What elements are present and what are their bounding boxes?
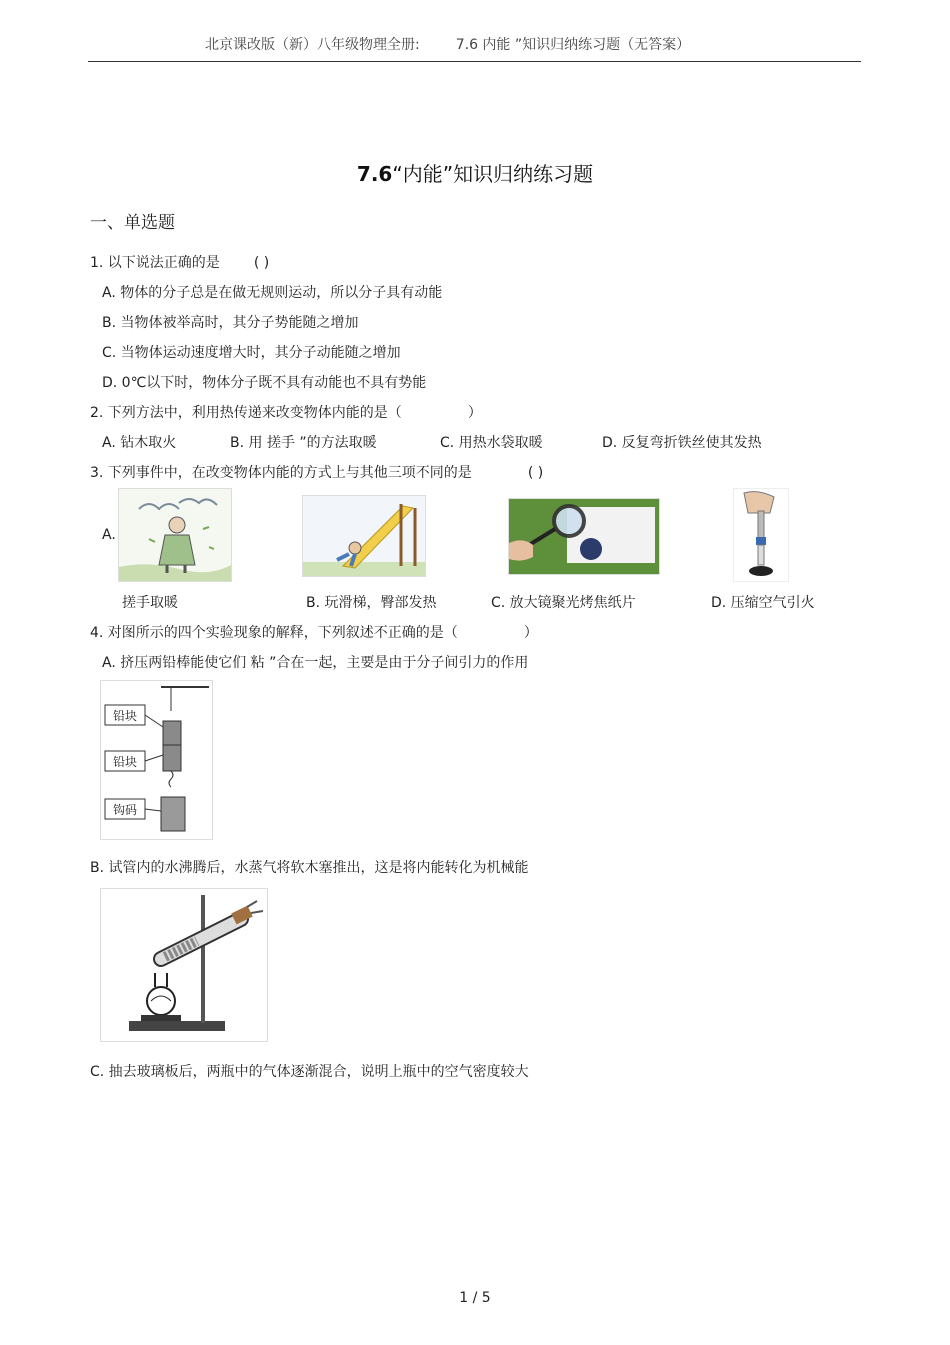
q1-stem-text: 1. 以下说法正确的是: [90, 255, 220, 271]
q3-image-magnifier: [508, 498, 660, 575]
page-title: [0, 158, 950, 187]
q1-option-c: C. 当物体运动速度增大时，其分子动能随之增加: [102, 345, 401, 361]
q1-option-a: A. 物体的分子总是在做无规则运动，所以分子具有动能: [102, 285, 443, 301]
q2-option-d: D. 反复弯折铁丝使其发热: [602, 435, 762, 451]
page-number: 1 / 5: [459, 1290, 491, 1306]
q3-caption-c: C. 放大镜聚光烤焦纸片: [491, 595, 636, 611]
q2-option-b: B. 用 搓手 ”的方法取暖: [230, 435, 377, 451]
section-heading: 一、单选题: [90, 213, 175, 233]
q2-option-c: C. 用热水袋取暖: [440, 435, 543, 451]
q1-paren: ( ): [253, 255, 270, 271]
q3-caption-d: D. 压缩空气引火: [711, 595, 815, 611]
q3-stem: [90, 462, 543, 482]
q3-a-marker: A.: [102, 527, 116, 543]
q3-paren: ( ): [527, 465, 544, 481]
q4-option-a: A. 挤压两铅棒能使它们 粘 ”合在一起，主要是由于分子间引力的作用: [102, 655, 529, 671]
header-right: 7.6 内能 ”知识归纳练习题（无答案）: [455, 37, 691, 53]
q4-paren: ）: [523, 625, 538, 641]
q4-figure-test-tube: [100, 888, 268, 1042]
header-left: 北京课改版（新）八年级物理全册:: [205, 37, 420, 53]
page-header: [205, 34, 690, 54]
q4-option-c: C. 抽去玻璃板后，两瓶中的气体逐渐混合，说明上瓶中的空气密度较大: [90, 1064, 529, 1080]
q4-stem-text: 4. 对图所示的四个实验现象的解释，下列叙述不正确的是（: [90, 625, 458, 641]
q2-stem: [90, 402, 482, 422]
q1-option-b: B. 当物体被举高时，其分子势能随之增加: [102, 315, 359, 331]
q2-paren: ）: [467, 405, 482, 421]
q2-option-a: A. 钻木取火: [102, 435, 177, 451]
q3-caption-a: 搓手取暖: [122, 595, 178, 611]
q2-stem-text: 2. 下列方法中，利用热传递来改变物体内能的是（: [90, 405, 402, 421]
q3-image-slide: [302, 495, 426, 577]
q4-option-b: B. 试管内的水沸腾后，水蒸气将软木塞推出，这是将内能转化为机械能: [90, 860, 529, 876]
label-hook-weight: 钩码: [112, 803, 137, 817]
q1-stem: [90, 252, 269, 272]
label-lead-block-2: 铅块: [112, 755, 137, 769]
q1-option-d: D. 0℃以下时，物体分子既不具有动能也不具有势能: [102, 375, 427, 391]
title-number: 7.6: [356, 162, 393, 186]
q3-image-rubbing-hands: [118, 488, 232, 582]
q4-stem: [90, 622, 538, 642]
q4-figure-lead-blocks: [100, 680, 213, 840]
q3-caption-b: B. 玩滑梯，臀部发热: [306, 595, 437, 611]
title-text: “内能”知识归纳练习题: [392, 162, 594, 186]
q3-stem-text: 3. 下列事件中，在改变物体内能的方式上与其他三项不同的是: [90, 465, 472, 481]
q3-image-air-pump: [733, 488, 789, 582]
label-lead-block-1: 铅块: [112, 709, 137, 723]
header-rule: [88, 61, 861, 62]
